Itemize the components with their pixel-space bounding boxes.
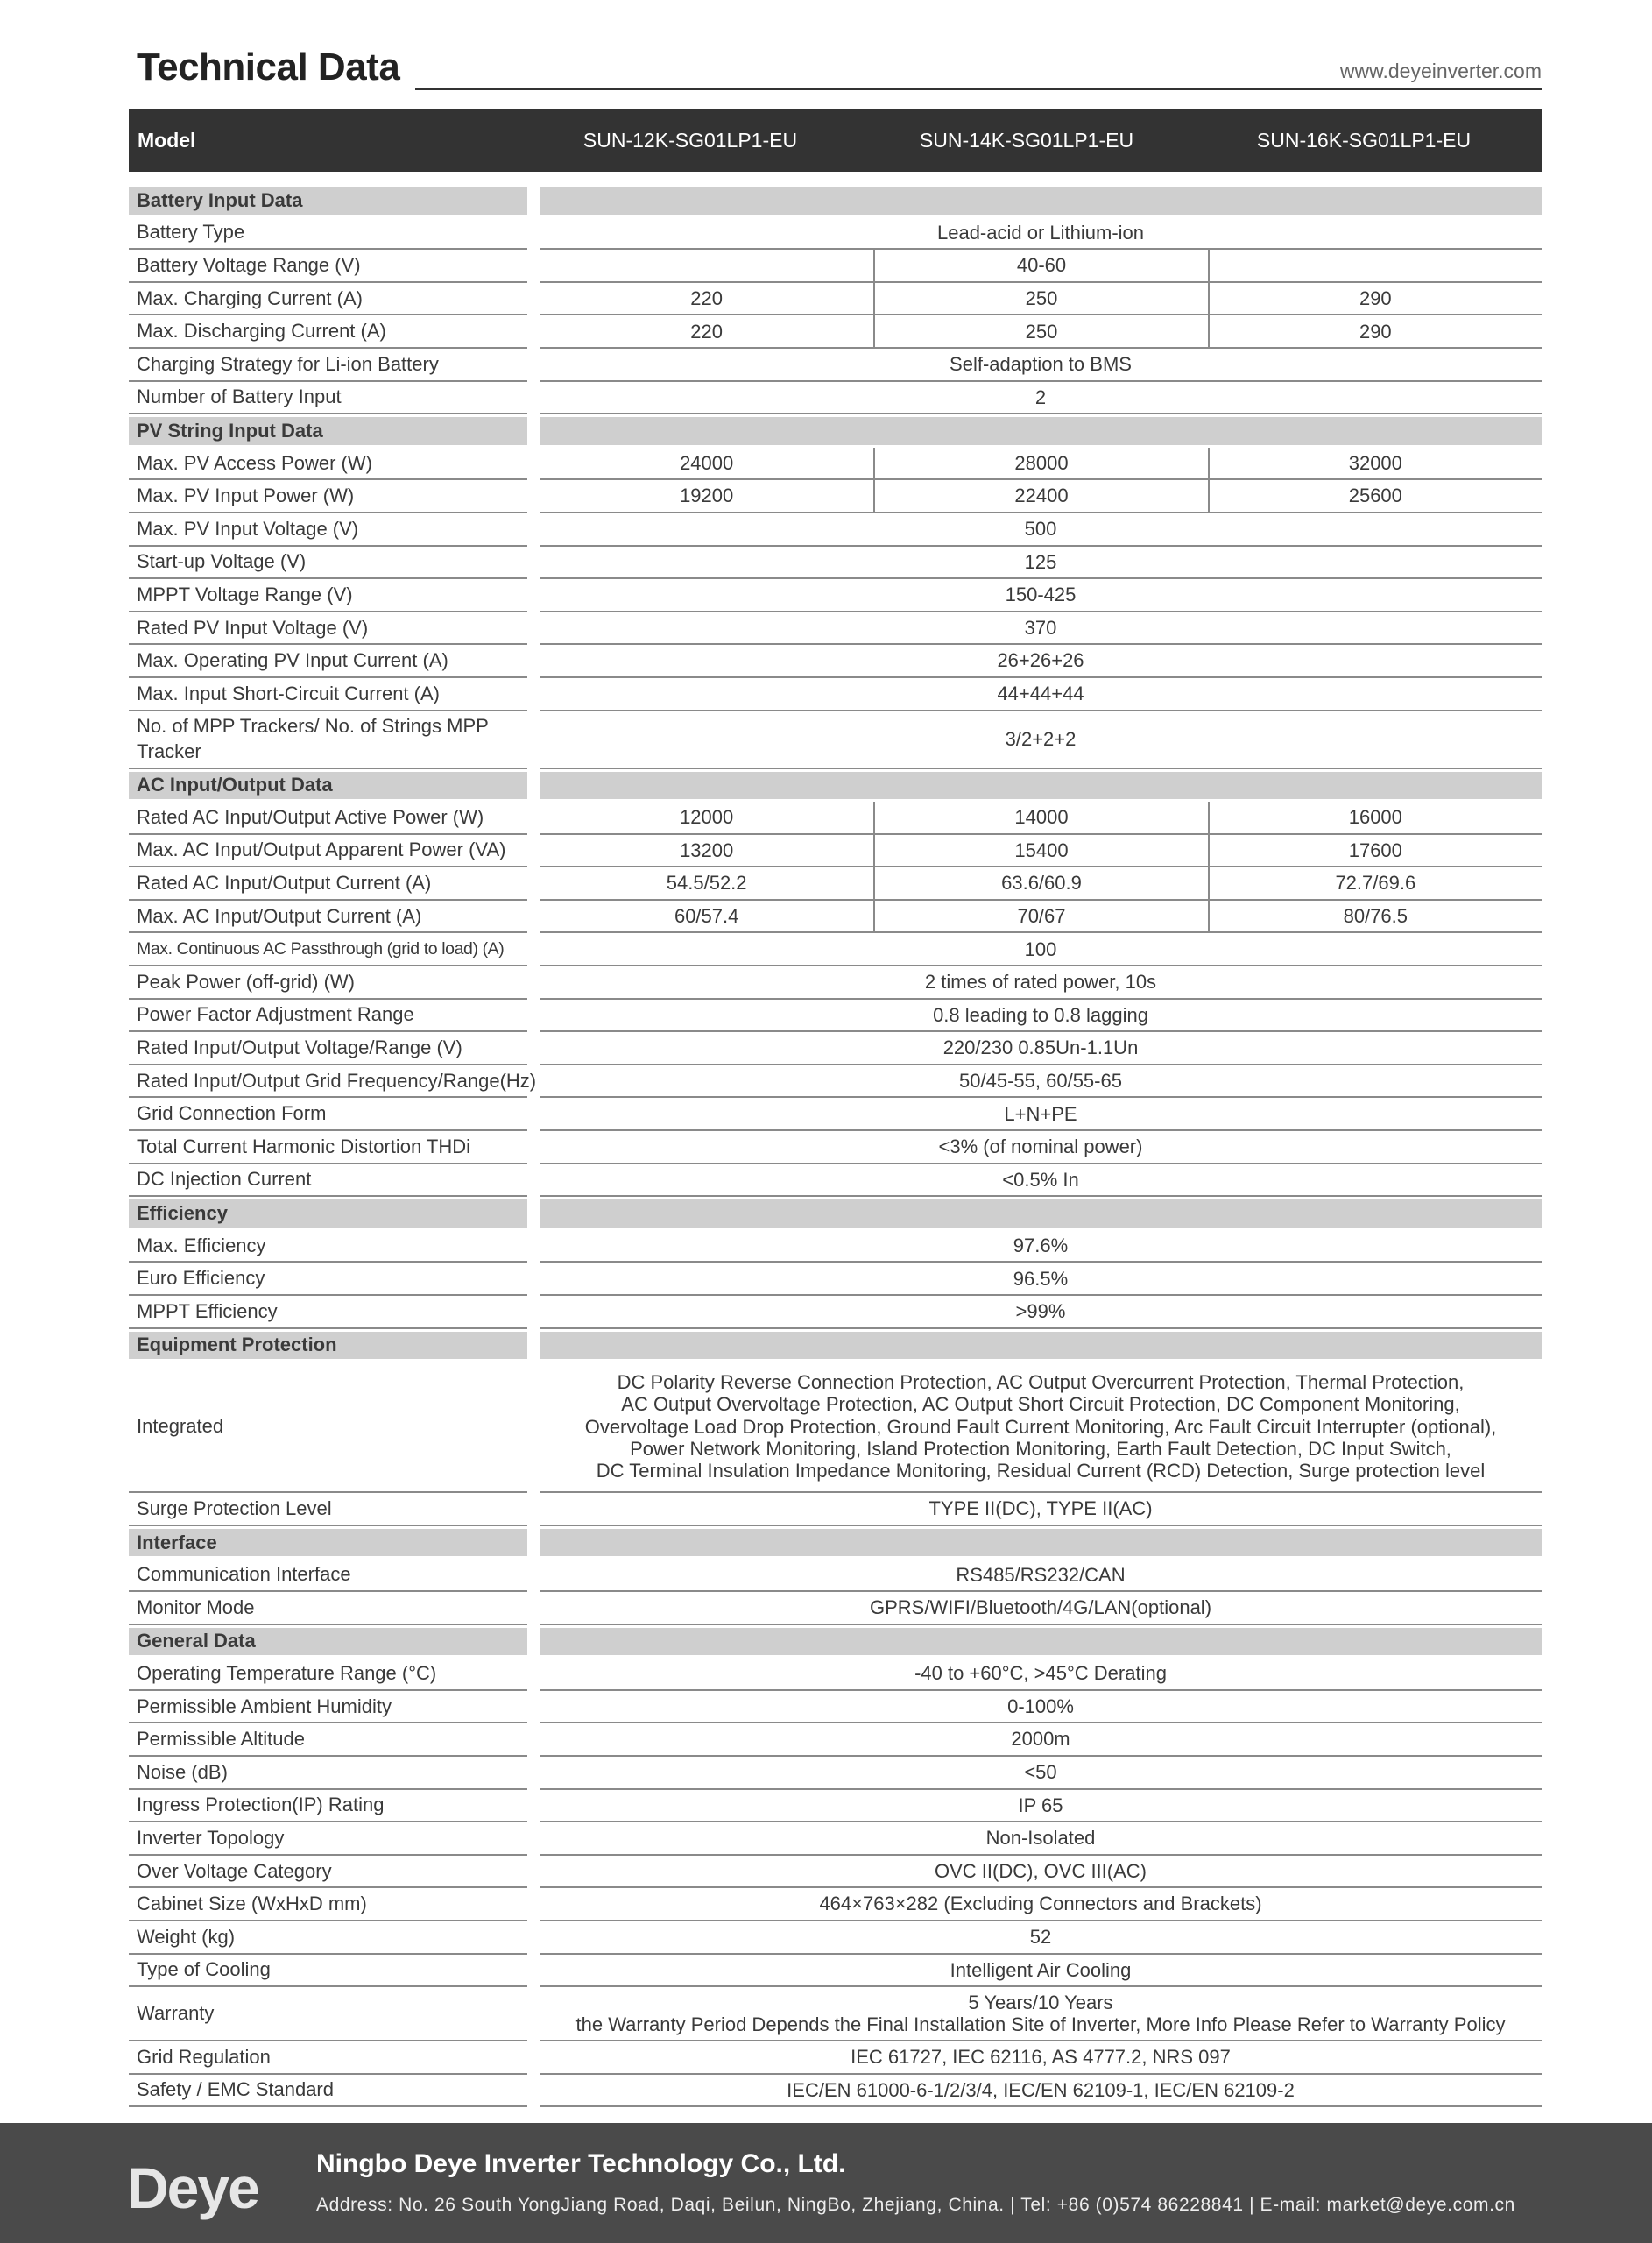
spec-label: Weight (kg) (129, 1921, 527, 1955)
spec-row (129, 966, 1542, 1000)
spec-value: 250 (873, 283, 1207, 316)
spec-value: 125 (540, 547, 1542, 580)
spec-label: Total Current Harmonic Distortion THDi (129, 1131, 527, 1164)
spec-value: 290 (1208, 283, 1542, 316)
spec-value: 2000m (540, 1723, 1542, 1757)
spec-row (129, 480, 1542, 513)
deye-logo: Deye (127, 2155, 258, 2220)
spec-value: Lead-acid or Lithium-ion (540, 217, 1542, 251)
spec-row (129, 1592, 1542, 1625)
spec-label: Grid Regulation (129, 2041, 527, 2075)
spec-value: IP 65 (540, 1790, 1542, 1823)
spec-row (129, 1230, 1542, 1263)
spec-value: Intelligent Air Cooling (540, 1955, 1542, 1988)
spec-row (129, 2075, 1542, 2108)
spec-row (129, 867, 1542, 901)
spec-label: Max. Efficiency (129, 1230, 527, 1263)
section-header (129, 769, 1542, 803)
spec-label: Rated Input/Output Voltage/Range (V) (129, 1032, 527, 1065)
spec-label: Start-up Voltage (V) (129, 547, 527, 580)
spec-row (129, 1921, 1542, 1955)
spec-label: Cabinet Size (WxHxD mm) (129, 1888, 527, 1921)
spec-value: 290 (1208, 315, 1542, 349)
spec-label: No. of MPP Trackers/ No. of Strings MPP Tracker (129, 711, 527, 769)
section-title: General Data (129, 1628, 527, 1656)
spec-row (129, 1723, 1542, 1757)
spec-value: 50/45-55, 60/55-65 (540, 1065, 1542, 1099)
section-fill (540, 1199, 1542, 1228)
spec-row (129, 1987, 1542, 2041)
spec-value: 54.5/52.2 (540, 867, 873, 901)
spec-value: 63.6/60.9 (873, 867, 1207, 901)
section-fill (540, 1628, 1542, 1656)
spec-value: 80/76.5 (1208, 901, 1542, 934)
section-header (129, 184, 1542, 217)
spec-label: DC Injection Current (129, 1164, 527, 1198)
spec-row (129, 1822, 1542, 1856)
spec-label: Peak Power (off-grid) (W) (129, 966, 527, 1000)
spec-label: Inverter Topology (129, 1822, 527, 1856)
spec-label: Max. Operating PV Input Current (A) (129, 645, 527, 678)
spec-value: 19200 (540, 480, 873, 513)
spec-value: RS485/RS232/CAN (540, 1559, 1542, 1592)
spec-row (129, 1000, 1542, 1033)
section-fill (540, 1332, 1542, 1360)
spec-label: MPPT Voltage Range (V) (129, 579, 527, 612)
title-rule (415, 88, 1542, 90)
spec-label: Max. Continuous AC Passthrough (grid to load) (A) (129, 933, 527, 966)
section-title: Efficiency (129, 1199, 527, 1228)
spec-row (129, 1263, 1542, 1296)
spec-row (129, 1757, 1542, 1790)
spec-value: 25600 (1208, 480, 1542, 513)
model-name: SUN-16K-SG01LP1-EU (1256, 128, 1472, 152)
spec-value: >99% (540, 1296, 1542, 1329)
spec-row (129, 901, 1542, 934)
spec-row (129, 579, 1542, 612)
spec-row (129, 612, 1542, 646)
section-title: AC Input/Output Data (129, 772, 527, 800)
spec-value (540, 250, 873, 283)
section-fill (540, 417, 1542, 445)
spec-label: Safety / EMC Standard (129, 2075, 527, 2108)
spec-value: 72.7/69.6 (1208, 867, 1542, 901)
spec-label: Power Factor Adjustment Range (129, 1000, 527, 1033)
spec-value: 70/67 (873, 901, 1207, 934)
spec-value: 12000 (540, 802, 873, 835)
spec-value: 2 times of rated power, 10s (540, 966, 1542, 1000)
spec-label: Noise (dB) (129, 1757, 527, 1790)
company-address: Address: No. 26 South YongJiang Road, Daqi, Beilun, NingBo, Zhejiang, China. | Tel: +86 (0)574 86228841 | E-mail: market@deye.com.cn (316, 2195, 1515, 2215)
spec-row (129, 835, 1542, 868)
spec-value: 250 (873, 315, 1207, 349)
spec-value: 32000 (1208, 448, 1542, 481)
spec-value: 24000 (540, 448, 873, 481)
spec-value: -40 to +60°C, >45°C Derating (540, 1658, 1542, 1691)
spec-value: 16000 (1208, 802, 1542, 835)
spec-label: Max. PV Access Power (W) (129, 448, 527, 481)
spec-value: 60/57.4 (540, 901, 873, 934)
spec-value: 100 (540, 933, 1542, 966)
section-fill (540, 1529, 1542, 1557)
spec-value: 14000 (873, 802, 1207, 835)
spec-label: Grid Connection Form (129, 1098, 527, 1131)
spec-label: Battery Voltage Range (V) (129, 250, 527, 283)
spec-label: Euro Efficiency (129, 1263, 527, 1296)
spec-label: Operating Temperature Range (°C) (129, 1658, 527, 1691)
spec-label: Rated AC Input/Output Current (A) (129, 867, 527, 901)
footer (0, 2123, 1652, 2243)
model-label: Model (138, 128, 196, 152)
spec-label: Monitor Mode (129, 1592, 527, 1625)
spec-row (129, 711, 1542, 769)
spec-row (129, 1065, 1542, 1099)
section-header (129, 414, 1542, 448)
spec-row (129, 1691, 1542, 1724)
spec-value: 500 (540, 513, 1542, 547)
spec-value: 220 (540, 283, 873, 316)
spec-row (129, 315, 1542, 349)
model-header (129, 109, 1542, 172)
page-title: Technical Data (137, 46, 400, 88)
spec-row (129, 1888, 1542, 1921)
spec-value: 370 (540, 612, 1542, 646)
spec-value: 44+44+44 (540, 678, 1542, 711)
spec-label: Ingress Protection(IP) Rating (129, 1790, 527, 1823)
spec-row (129, 250, 1542, 283)
spec-value: 40-60 (873, 250, 1207, 283)
spec-value: <50 (540, 1757, 1542, 1790)
section-title: PV String Input Data (129, 417, 527, 445)
spec-row (129, 382, 1542, 415)
spec-label: Permissible Altitude (129, 1723, 527, 1757)
spec-row (129, 1032, 1542, 1065)
spec-label: Max. Discharging Current (A) (129, 315, 527, 349)
spec-value: 97.6% (540, 1230, 1542, 1263)
spec-value: 26+26+26 (540, 645, 1542, 678)
spec-row (129, 645, 1542, 678)
spec-value: 17600 (1208, 835, 1542, 868)
spec-label: MPPT Efficiency (129, 1296, 527, 1329)
section-title: Equipment Protection (129, 1332, 527, 1360)
spec-value: 220/230 0.85Un-1.1Un (540, 1032, 1542, 1065)
spec-value: 52 (540, 1921, 1542, 1955)
spec-row (129, 933, 1542, 966)
spec-row (129, 547, 1542, 580)
spec-label: Max. Input Short-Circuit Current (A) (129, 678, 527, 711)
section-fill (540, 772, 1542, 800)
spec-label: Permissible Ambient Humidity (129, 1691, 527, 1724)
spec-row (129, 1362, 1542, 1493)
spec-label: Number of Battery Input (129, 382, 527, 415)
spec-value: Self-adaption to BMS (540, 349, 1542, 382)
spec-row (129, 678, 1542, 711)
spec-label: Battery Type (129, 217, 527, 251)
spec-value: OVC II(DC), OVC III(AC) (540, 1856, 1542, 1889)
spec-row (129, 1955, 1542, 1988)
spec-label: Max. AC Input/Output Current (A) (129, 901, 527, 934)
spec-value: 15400 (873, 835, 1207, 868)
spec-value: 0-100% (540, 1691, 1542, 1724)
spec-row (129, 1790, 1542, 1823)
spec-value: DC Polarity Reverse Connection Protection, AC Output Overcurrent Protection, Thermal Protection, AC Output Overvoltage Protection, AC Output Short Circuit Protection, DC Component Monitoring, Overvoltage Load Drop Protection, Ground Fault Current Monitoring, Arc Fault Circuit Interrupter (optional), Power Network Monitoring, Island Protection Monitoring, Earth Fault Detection, DC Input Switch, DC Terminal Insulation Impedance Monitoring, Residual Current (RCD) Detection, Surge protection level (540, 1362, 1542, 1493)
spec-value: 5 Years/10 Years the Warranty Period Depends the Final Installation Site of Inverter, More Info Please Refer to Warranty Policy (540, 1987, 1542, 2041)
spec-label: Rated AC Input/Output Active Power (W) (129, 802, 527, 835)
spec-value: <3% (of nominal power) (540, 1131, 1542, 1164)
spec-value: 3/2+2+2 (540, 711, 1542, 769)
section-header (129, 1197, 1542, 1230)
spec-value: IEC 61727, IEC 62116, AS 4777.2, NRS 097 (540, 2041, 1542, 2075)
spec-label: Charging Strategy for Li-ion Battery (129, 349, 527, 382)
spec-value: 2 (540, 382, 1542, 415)
spec-value: <0.5% In (540, 1164, 1542, 1198)
spec-value: TYPE II(DC), TYPE II(AC) (540, 1493, 1542, 1526)
spec-value: Non-Isolated (540, 1822, 1542, 1856)
spec-value: 96.5% (540, 1263, 1542, 1296)
spec-row (129, 1098, 1542, 1131)
spec-row (129, 1559, 1542, 1592)
spec-row (129, 802, 1542, 835)
spec-label: Warranty (129, 1987, 527, 2041)
spec-row (129, 1164, 1542, 1198)
company-name: Ningbo Deye Inverter Technology Co., Ltd. (316, 2149, 846, 2178)
spec-row (129, 1658, 1542, 1691)
spec-label: Max. AC Input/Output Apparent Power (VA) (129, 835, 527, 868)
spec-label: Surge Protection Level (129, 1493, 527, 1526)
spec-label: Rated PV Input Voltage (V) (129, 612, 527, 646)
spec-label: Max. Charging Current (A) (129, 283, 527, 316)
spec-value: 22400 (873, 480, 1207, 513)
spec-row (129, 283, 1542, 316)
spec-row (129, 1296, 1542, 1329)
spec-value: 0.8 leading to 0.8 lagging (540, 1000, 1542, 1033)
spec-value: GPRS/WIFI/Bluetooth/4G/LAN(optional) (540, 1592, 1542, 1625)
spec-label: Max. PV Input Voltage (V) (129, 513, 527, 547)
section-title: Battery Input Data (129, 187, 527, 215)
section-title: Interface (129, 1529, 527, 1557)
website-link[interactable]: www.deyeinverter.com (1339, 60, 1542, 82)
spec-value: 28000 (873, 448, 1207, 481)
spec-value: 150-425 (540, 579, 1542, 612)
spec-row (129, 1493, 1542, 1526)
spec-table (129, 184, 1542, 2107)
model-name: SUN-12K-SG01LP1-EU (582, 128, 798, 152)
spec-row (129, 1131, 1542, 1164)
section-header (129, 1625, 1542, 1659)
section-fill (540, 187, 1542, 215)
spec-label: Max. PV Input Power (W) (129, 480, 527, 513)
spec-label: Integrated (129, 1362, 527, 1493)
spec-value: 220 (540, 315, 873, 349)
section-header (129, 1329, 1542, 1362)
spec-row (129, 349, 1542, 382)
spec-row (129, 448, 1542, 481)
spec-row (129, 513, 1542, 547)
spec-value (1208, 250, 1542, 283)
spec-value: L+N+PE (540, 1098, 1542, 1131)
spec-value: 13200 (540, 835, 873, 868)
spec-row (129, 1856, 1542, 1889)
spec-row (129, 2041, 1542, 2075)
spec-value: 464×763×282 (Excluding Connectors and Brackets) (540, 1888, 1542, 1921)
spec-row (129, 217, 1542, 251)
spec-label: Over Voltage Category (129, 1856, 527, 1889)
spec-value: IEC/EN 61000-6-1/2/3/4, IEC/EN 62109-1, IEC/EN 62109-2 (540, 2075, 1542, 2108)
model-name: SUN-14K-SG01LP1-EU (919, 128, 1134, 152)
spec-label: Rated Input/Output Grid Frequency/Range(Hz) (129, 1065, 527, 1099)
section-header (129, 1526, 1542, 1560)
spec-label: Communication Interface (129, 1559, 527, 1592)
spec-label: Type of Cooling (129, 1955, 527, 1988)
